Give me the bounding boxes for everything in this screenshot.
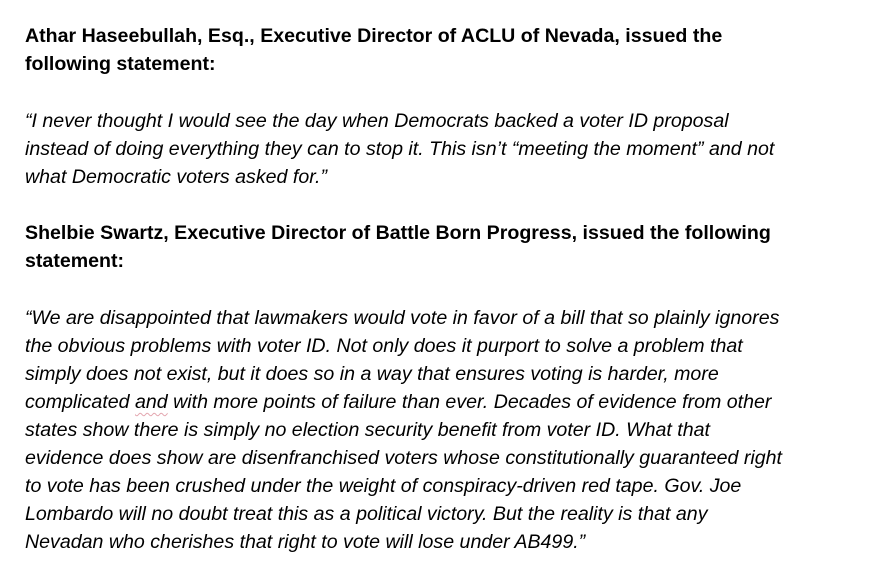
statement-quote-line: the obvious problems with voter ID. Not only does it purport to solve a problem that xyxy=(25,335,743,357)
quote-text-segment: with more points of failure than ever. Decades of evidence from other xyxy=(167,391,772,413)
statement-quote-line: evidence does show are disenfranchised voters whose constitutionally guaranteed right xyxy=(25,447,782,469)
statement-quote-line: Nevadan who cherishes that right to vote will lose under AB499.” xyxy=(25,531,586,553)
spellcheck-flagged-word[interactable]: and xyxy=(135,391,168,413)
statement-quote-line xyxy=(25,388,771,416)
statement-quote-line: states show there is simply no election security benefit from voter ID. What that xyxy=(25,419,710,441)
statement-heading-line: Athar Haseebullah, Esq., Executive Director of ACLU of Nevada, issued the xyxy=(25,25,723,47)
statement-quote-line: Lombardo will no doubt treat this as a political victory. But the reality is that any xyxy=(25,503,708,525)
statement-heading-line: statement: xyxy=(25,250,125,272)
statement-heading-line: following statement: xyxy=(25,53,216,75)
statement-quote-line: simply does not exist, but it does so in a way that ensures voting is harder, more xyxy=(25,363,719,385)
statement-quote-line: “I never thought I would see the day when Democrats backed a voter ID proposal xyxy=(25,110,729,132)
statement-quote-line: instead of doing everything they can to stop it. This isn’t “meeting the moment” and not xyxy=(25,138,775,160)
statement-quote-line: to vote has been crushed under the weight of conspiracy-driven red tape. Gov. Joe xyxy=(25,475,742,497)
statement-quote-line: what Democratic voters asked for.” xyxy=(25,166,327,188)
statement-quote-line: “We are disappointed that lawmakers would vote in favor of a bill that so plainly ignores xyxy=(25,307,780,329)
quote-text-segment: complicated xyxy=(25,391,135,413)
statement-heading-line: Shelbie Swartz, Executive Director of Battle Born Progress, issued the following xyxy=(25,222,771,244)
